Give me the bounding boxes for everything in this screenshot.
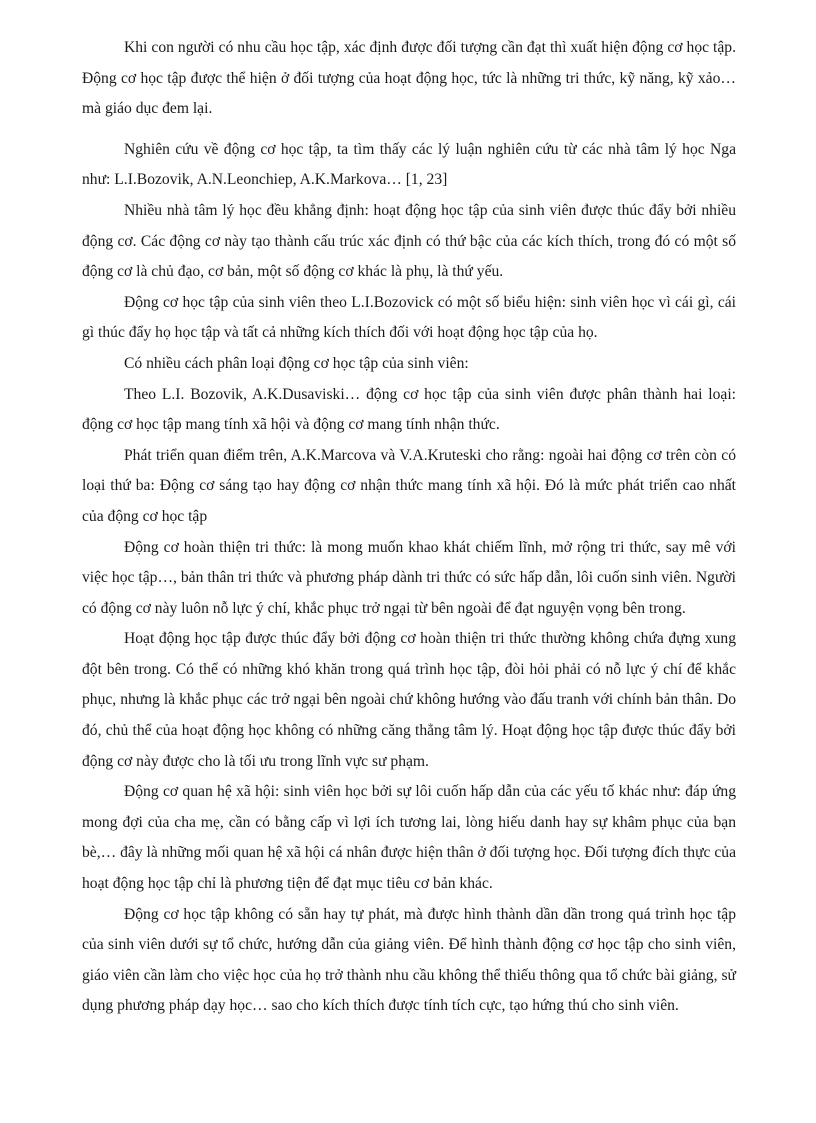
- paragraph-6: Theo L.I. Bozovik, A.K.Dusaviski… động cơ học tập của sinh viên được phân thành hai loại: động cơ học tập mang tính xã hội và động cơ mang tính nhận thức.: [82, 385, 736, 434]
- paragraph-7: Phát triển quan điểm trên, A.K.Marcova và V.A.Kruteski cho rằng: ngoài hai động cơ trên còn có loại thứ ba: Động cơ sáng tạo hay động cơ nhận thức mang tính xã hội. Đó là mức phát triển cao nhất của động cơ học tập: [82, 446, 736, 525]
- paragraph-9: Hoạt động học tập được thúc đẩy bởi động cơ hoàn thiện tri thức thường không chứa đựng xung đột bên trong. Có thể có những khó khăn trong quá trình học tập, đòi hỏi phải có nỗ lực ý chí để khắc phục, nhưng là khắc phục các trở ngại bên ngoài chứ không hướng vào đấu tranh với chính bản thân. Do đó, chủ thể của hoạt động học không có những căng thẳng tâm lý. Hoạt động học tập được thúc đẩy bởi động cơ này được cho là tối ưu trong lĩnh vực sư phạm.: [82, 630, 736, 770]
- paragraph-3: Nhiều nhà tâm lý học đều khẳng định: hoạt động học tập của sinh viên được thúc đẩy bởi nhiều động cơ. Các động cơ này tạo thành cấu trúc xác định có thứ bậc của các kích thích, trong đó có một số động cơ là chủ đạo, cơ bản, một số động cơ khác là phụ, là thứ yếu.: [82, 201, 736, 281]
- paragraph-1: Khi con người có nhu cầu học tập, xác định được đối tượng cần đạt thì xuất hiện động cơ học tập. Động cơ học tập được thể hiện ở đối tượng của hoạt động học, tức là những tri thức, kỹ năng, kỹ xảo… mà giáo dục đem lại.: [82, 39, 736, 118]
- paragraph-4: Động cơ học tập của sinh viên theo L.I.Bozovick có một số biểu hiện: sinh viên học vì cái gì, cái gì thúc đẩy họ học tập và tất cả những kích thích đối với hoạt động học tập của họ.: [82, 293, 736, 342]
- paragraph-8: Động cơ hoàn thiện tri thức: là mong muốn khao khát chiếm lĩnh, mở rộng tri thức, say mê với việc học tập…, bản thân tri thức và phương pháp dành tri thức có sức hấp dẫn, lôi cuốn sinh viên. Người có động cơ này luôn nỗ lực ý chí, khắc phục trở ngại từ bên ngoài để đạt nguyện vọng bên trong.: [82, 538, 736, 617]
- paragraph-2: Nghiên cứu về động cơ học tập, ta tìm thấy các lý luận nghiên cứu từ các nhà tâm lý học Nga như: L.I.Bozovik, A.N.Leonchiep, A.K.Markova… [1, 23]: [82, 140, 736, 189]
- paragraph-11: Động cơ học tập không có sẵn hay tự phát, mà được hình thành dần dần trong quá trình học tập của sinh viên dưới sự tổ chức, hướng dẫn của giảng viên. Để hình thành động cơ học tập cho sinh viên, giáo viên cần làm cho việc học của họ trở thành nhu cầu không thể thiếu thông qua tổ chức bài giảng, sử dụng phương pháp dạy học… sao cho kích thích được tính tích cực, tạo hứng thú cho sinh viên.: [82, 905, 736, 1015]
- paragraph-5: Có nhiều cách phân loại động cơ học tập của sinh viên:: [124, 354, 469, 372]
- paragraph-10: Động cơ quan hệ xã hội: sinh viên học bởi sự lôi cuốn hấp dẫn của các yếu tố khác như: đáp ứng mong đợi của cha mẹ, cần có bằng cấp vì lợi ích tương lai, lòng hiếu danh hay sự khâm phục của bạn bè,… đây là những mối quan hệ xã hội cá nhân được hiện thân ở đối tượng học. Đối tượng đích thực của hoạt động học tập chỉ là phương tiện để đạt mục tiêu cơ bản khác.: [82, 783, 736, 893]
